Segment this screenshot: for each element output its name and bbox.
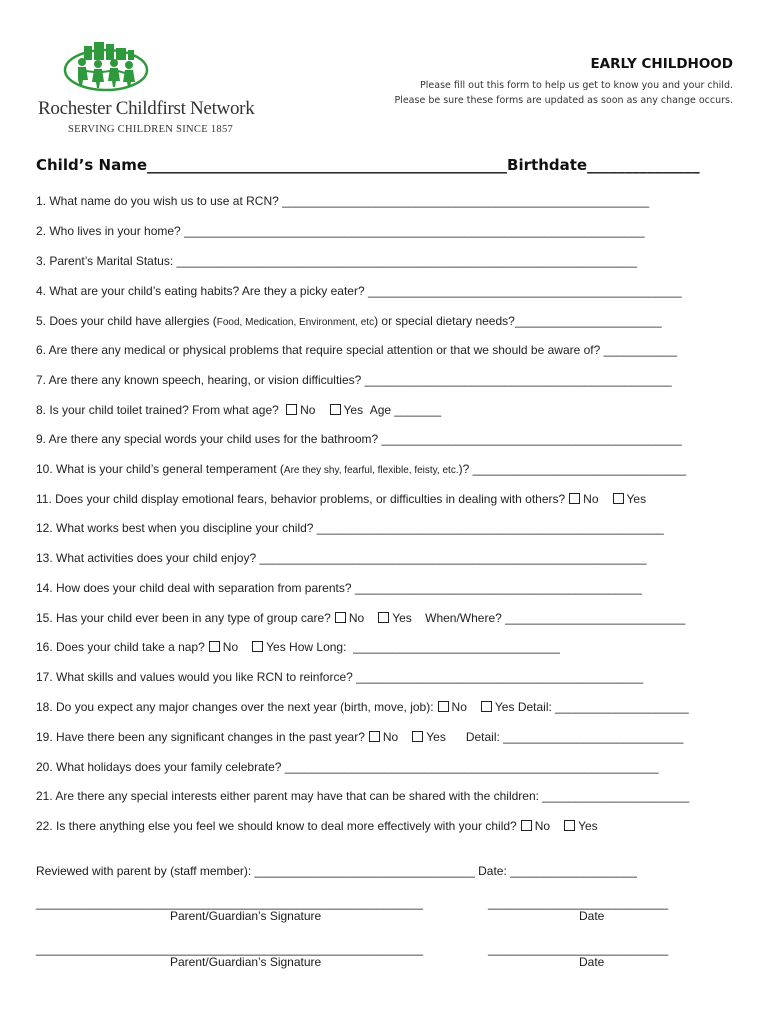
question-12[interactable]: 12. What works best when you discipline your child? ____________________________________________________ <box>36 521 664 535</box>
birthdate-label: Birthdate <box>507 156 588 174</box>
guardian-signature-line-2[interactable]: __________________________________________________________ <box>36 942 424 956</box>
org-name: Rochester Childfirst Network <box>38 98 255 119</box>
question-21[interactable]: 21. Are there any special interests either parent may have that can be shared with the children: ______________________ <box>36 789 690 803</box>
form-title: EARLY CHILDHOOD <box>590 56 733 72</box>
no-checkbox[interactable] <box>438 701 449 712</box>
birthdate-field[interactable]: _______________ <box>587 156 700 174</box>
no-label: No <box>300 403 316 417</box>
question-text: 15. Has your child ever been in any type of group care? <box>36 611 331 625</box>
no-label: No <box>382 730 399 744</box>
question-text: 22. Is there anything else you feel we should know to deal more effectively with your child? <box>36 819 517 833</box>
question-text: 19. Have there been any significant changes in the past year? <box>36 730 365 744</box>
question-text: 10. What is your child’s general temperament ( <box>36 462 284 476</box>
yes-checkbox[interactable] <box>564 820 575 831</box>
question-22[interactable] <box>36 819 598 833</box>
question-text: 8. Is your child toilet trained? From what age? <box>36 403 279 417</box>
yes-checkbox[interactable] <box>252 641 263 652</box>
yes-checkbox[interactable] <box>481 701 492 712</box>
header-line-1: Please fill out this form to help us get to know you and your child. <box>420 80 733 91</box>
yes-checkbox[interactable] <box>330 404 341 415</box>
question-text: 11. Does your child display emotional fears, behavior problems, or difficulties in dealing with others? <box>36 492 566 506</box>
question-9[interactable]: 9. Are there any special words your child uses for the bathroom? _____________________________________________ <box>36 432 682 446</box>
question-20[interactable]: 20. What holidays does your family celebrate? ________________________________________________________ <box>36 760 659 774</box>
child-name-field[interactable]: ________________________________________________ <box>147 156 508 174</box>
yes-checkbox[interactable] <box>378 612 389 623</box>
yes-label: Yes <box>494 700 515 714</box>
question-blank[interactable]: )? ________________________________ <box>458 462 687 476</box>
child-name-label: Child’s Name <box>36 156 148 174</box>
no-checkbox[interactable] <box>569 493 580 504</box>
question-11[interactable] <box>36 492 646 506</box>
no-checkbox[interactable] <box>335 612 346 623</box>
org-tagline: SERVING CHILDREN SINCE 1857 <box>68 124 234 135</box>
question-3[interactable]: 3. Parent’s Marital Status: _____________________________________________________________________ <box>36 254 638 268</box>
date-line-1[interactable]: ___________________________ <box>488 896 669 910</box>
rcn-logo <box>38 40 278 140</box>
question-examples: Are they shy, fearful, flexible, feisty, etc. <box>283 465 459 476</box>
question-8[interactable] <box>36 403 441 417</box>
no-checkbox[interactable] <box>521 820 532 831</box>
yes-checkbox[interactable] <box>412 731 423 742</box>
reviewed-by-line[interactable]: Reviewed with parent by (staff member): _________________________________ Date: ___________________ <box>36 864 637 878</box>
no-label: No <box>451 700 467 714</box>
detail-field[interactable]: Detail: ___________________________ <box>445 730 684 744</box>
child-info-line <box>36 156 700 174</box>
guardian-signature-label-2: Parent/Guardian’s Signature <box>170 955 322 969</box>
no-checkbox[interactable] <box>286 404 297 415</box>
question-6[interactable]: 6. Are there any medical or physical problems that require special attention or that we should be aware of? ___________ <box>36 343 678 357</box>
yes-label: Yes <box>426 730 446 744</box>
no-label: No <box>583 492 599 506</box>
no-checkbox[interactable] <box>209 641 220 652</box>
yes-checkbox[interactable] <box>613 493 624 504</box>
date-line-2[interactable]: ___________________________ <box>488 942 669 956</box>
children-figures-icon <box>56 40 156 96</box>
yes-label: Yes <box>266 640 286 654</box>
guardian-signature-label-1: Parent/Guardian’s Signature <box>170 909 322 923</box>
question-14[interactable]: 14. How does your child deal with separation from parents? ___________________________________________ <box>36 581 642 595</box>
no-label: No <box>348 611 365 625</box>
how-long-field[interactable]: How Long: _______________________________ <box>285 640 560 654</box>
header-line-2: Please be sure these forms are updated as soon as any change occurs. <box>394 95 733 106</box>
question-2[interactable]: 2. Who lives in your home? _____________________________________________________________________ <box>36 224 645 238</box>
yes-label: Yes <box>392 611 412 625</box>
date-label-1: Date <box>579 909 605 923</box>
no-label: No <box>534 819 551 833</box>
yes-label: Yes <box>626 492 647 506</box>
question-17[interactable]: 17. What skills and values would you like RCN to reinforce? ___________________________________________ <box>36 670 644 684</box>
date-label-2: Date <box>579 955 605 969</box>
detail-field[interactable]: Detail: ____________________ <box>514 700 689 714</box>
question-5[interactable] <box>36 314 662 328</box>
question-7[interactable]: 7. Are there any known speech, hearing, or vision difficulties? ______________________________________________ <box>36 373 672 387</box>
question-18[interactable] <box>36 700 689 714</box>
yes-label: Yes <box>578 819 598 833</box>
question-text: 18. Do you expect any major changes over the next year (birth, move, job): <box>36 700 434 714</box>
form-header <box>394 56 733 108</box>
question-13[interactable]: 13. What activities does your child enjoy? __________________________________________________________ <box>36 551 647 565</box>
question-text: 5. Does your child have allergies ( <box>36 314 217 328</box>
question-blank[interactable]: ) or special dietary needs?______________________ <box>374 314 662 328</box>
yes-label: Yes <box>343 403 364 417</box>
question-examples: Food, Medication, Environment, etc <box>216 317 375 328</box>
where-field[interactable]: When/Where? ___________________________ <box>411 611 686 625</box>
age-field[interactable]: Age _______ <box>369 403 442 417</box>
question-19[interactable] <box>36 730 683 744</box>
no-checkbox[interactable] <box>369 731 380 742</box>
question-text: 16. Does your child take a nap? <box>36 640 205 654</box>
question-15[interactable] <box>36 611 685 625</box>
question-1[interactable]: 1. What name do you wish us to use at RCN? _______________________________________________________ <box>36 194 650 208</box>
no-label: No <box>222 640 239 654</box>
question-4[interactable]: 4. What are your child’s eating habits? Are they a picky eater? _______________________________________________ <box>36 284 682 298</box>
guardian-signature-line-1[interactable]: __________________________________________________________ <box>36 896 424 910</box>
question-10[interactable] <box>36 462 686 476</box>
question-16[interactable] <box>36 640 560 654</box>
